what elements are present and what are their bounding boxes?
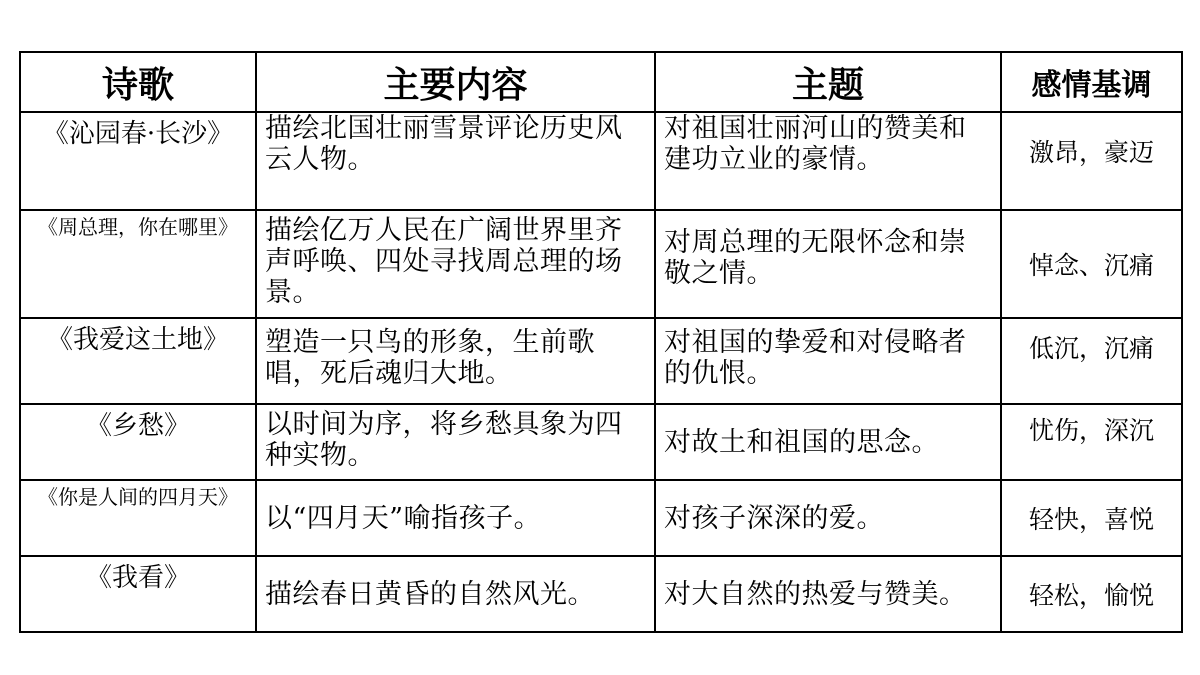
theme: 对大自然的热爱与赞美。: [655, 556, 1001, 632]
theme: 对祖国的挚爱和对侵略者的仇恨。: [655, 318, 1001, 404]
theme: 对孩子深深的爱。: [655, 480, 1001, 556]
main-content: 描绘亿万人民在广阔世界里齐声呼唤、四处寻找周总理的场景。: [256, 210, 655, 318]
header-poem: 诗歌: [20, 52, 256, 112]
main-content: 塑造一只鸟的形象，生前歌唱，死后魂归大地。: [256, 318, 655, 404]
poem-title: 《沁园春·长沙》: [20, 112, 256, 210]
poem-title: 《你是人间的四月天》: [20, 480, 256, 556]
poem-title: 《我看》: [20, 556, 256, 632]
mood: 忧伤，深沉: [1001, 404, 1182, 480]
table-row: [20, 318, 1182, 404]
mood: 激昂，豪迈: [1001, 112, 1182, 210]
main-content: 以“四月天”喻指孩子。: [256, 480, 655, 556]
header-theme: 主题: [655, 52, 1001, 112]
mood: 轻快，喜悦: [1001, 480, 1182, 556]
theme: 对周总理的无限怀念和崇敬之情。: [655, 210, 1001, 318]
table-row: [20, 112, 1182, 210]
main-content: 以时间为序，将乡愁具象为四种实物。: [256, 404, 655, 480]
mood: 悼念、沉痛: [1001, 210, 1182, 318]
poem-title: 《我爱这土地》: [20, 318, 256, 404]
main-content: 描绘北国壮丽雪景评论历史风云人物。: [256, 112, 655, 210]
poem-title: 《周总理，你在哪里》: [20, 210, 256, 318]
mood: 低沉，沉痛: [1001, 318, 1182, 404]
header-mood: 感情基调: [1001, 52, 1182, 112]
header-content: 主要内容: [256, 52, 655, 112]
main-content: 描绘春日黄昏的自然风光。: [256, 556, 655, 632]
table-row: [20, 210, 1182, 318]
poem-summary-table: [19, 51, 1183, 633]
theme: 对故土和祖国的思念。: [655, 404, 1001, 480]
table-row: [20, 480, 1182, 556]
theme: 对祖国壮丽河山的赞美和建功立业的豪情。: [655, 112, 1001, 210]
table-header-row: [20, 52, 1182, 112]
poem-title: 《乡愁》: [20, 404, 256, 480]
mood: 轻松，愉悦: [1001, 556, 1182, 632]
table-row: [20, 404, 1182, 480]
table-row: [20, 556, 1182, 632]
